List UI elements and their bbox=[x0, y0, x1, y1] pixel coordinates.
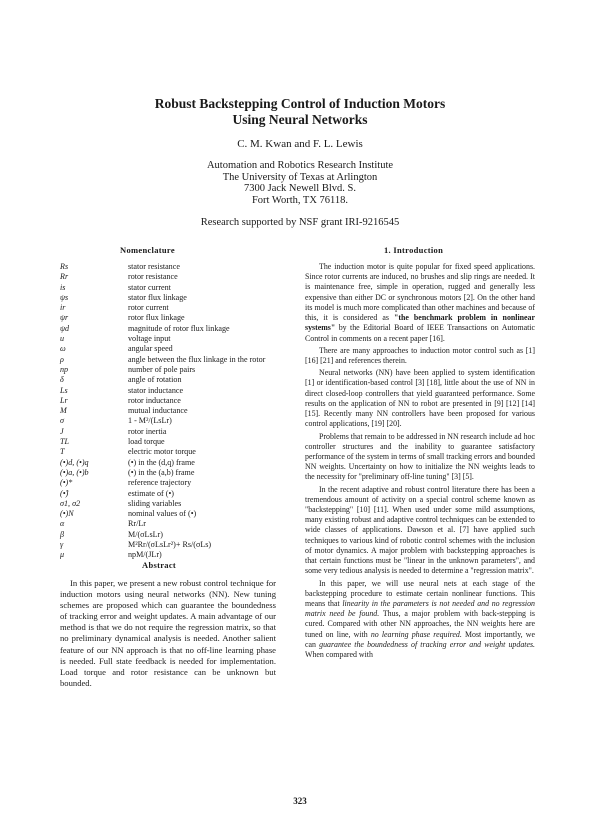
nomenclature-row bbox=[60, 386, 290, 396]
intro-paragraph-1 bbox=[305, 262, 535, 344]
nomenclature-symbol: σ1, σ2 bbox=[60, 498, 81, 508]
nomenclature-definition: angular speed bbox=[128, 344, 173, 354]
nomenclature-row bbox=[60, 468, 290, 478]
page-number: 323 bbox=[293, 796, 307, 806]
nomenclature-row bbox=[60, 447, 290, 457]
nomenclature-symbol: u bbox=[60, 334, 65, 344]
nomenclature-row bbox=[60, 427, 290, 437]
paper-title bbox=[0, 96, 600, 128]
nomenclature-definition: rotor inertia bbox=[128, 426, 167, 436]
emphasis-text: no learning phase required. bbox=[370, 629, 462, 639]
nomenclature-definition: angle of rotation bbox=[128, 375, 182, 385]
nomenclature-symbol: ψr bbox=[60, 313, 69, 323]
nomenclature-definition: rotor inductance bbox=[128, 395, 181, 405]
nomenclature-list bbox=[60, 262, 290, 561]
nomenclature-symbol: np bbox=[60, 364, 69, 374]
nomenclature-row bbox=[60, 344, 290, 354]
nomenclature-symbol: γ bbox=[60, 540, 64, 550]
nomenclature-definition: npM/(JLr) bbox=[128, 550, 162, 560]
nomenclature-symbol: is bbox=[60, 282, 66, 292]
nomenclature-symbol: J bbox=[60, 426, 64, 436]
nomenclature-definition: load torque bbox=[128, 437, 165, 447]
nomenclature-row bbox=[60, 499, 290, 509]
nomenclature-row bbox=[60, 416, 290, 426]
intro-text: In this paper, we will use neural nets at each stage of the backstepping procedure to estimate certain nonlinear functions. This means that bbox=[305, 578, 535, 608]
intro-paragraph-5: In the recent adaptive and robust control literature there has been a tremendous amount of activity on a special control scheme known as "backstepping" [10] [11]. When used under some mild assumptions, many existing robust and adaptive control techniques can be extended to wide classes of applications. Dawson et al. [7] have applied such techniques to various kind of robotic control schemes with the inclusion of motor dynamics. A major problem with backstepping approaches is that certain functions must be "linear in the unknown parameters", and some very tedious analysis is needed to determine a "regression matrix". bbox=[305, 484, 535, 576]
nomenclature-symbol: ψs bbox=[60, 292, 69, 302]
nomenclature-symbol: Lr bbox=[60, 395, 68, 405]
nomenclature-definition: electric motor torque bbox=[128, 447, 196, 457]
emphasis-text: linearity in the parameters is not needed and no regression matrix need be found. bbox=[305, 599, 536, 619]
nomenclature-definition: estimate of (•) bbox=[128, 488, 174, 498]
nomenclature-symbol: ψd bbox=[60, 323, 70, 333]
nomenclature-symbol: (•̂) bbox=[60, 488, 69, 498]
nomenclature-symbol: ir bbox=[60, 303, 66, 313]
title-line-1: Robust Backstepping Control of Induction Motors bbox=[154, 96, 446, 111]
nomenclature-row bbox=[60, 303, 290, 313]
nomenclature-symbol: ρ bbox=[60, 354, 64, 364]
nomenclature-row bbox=[60, 396, 290, 406]
nomenclature-definition: Rr/Lr bbox=[128, 519, 146, 529]
intro-text: When compared with bbox=[305, 650, 373, 660]
nomenclature-symbol: ω bbox=[60, 344, 66, 354]
nomenclature-symbol: δ bbox=[60, 375, 64, 385]
nomenclature-symbol: σ bbox=[60, 416, 64, 426]
nomenclature-definition: magnitude of rotor flux linkage bbox=[128, 323, 230, 333]
nomenclature-definition: (•) in the (a,b) frame bbox=[128, 467, 195, 477]
nomenclature-definition: rotor current bbox=[128, 303, 169, 313]
nomenclature-symbol: Rr bbox=[60, 272, 69, 282]
nomenclature-row bbox=[60, 519, 290, 529]
nomenclature-row bbox=[60, 293, 290, 303]
nomenclature-definition: (•) in the (d,q) frame bbox=[128, 457, 195, 467]
nomenclature-row bbox=[60, 540, 290, 550]
nomenclature-symbol: α bbox=[60, 519, 65, 529]
nomenclature-row bbox=[60, 365, 290, 375]
intro-paragraph-6 bbox=[305, 579, 535, 661]
intro-paragraph-2: There are many approaches to induction motor control such as [1] [16] [21] and references therein. bbox=[305, 345, 535, 365]
nomenclature-definition: M/(σLsLr) bbox=[128, 529, 163, 539]
nomenclature-definition: rotor flux linkage bbox=[128, 313, 185, 323]
nomenclature-symbol: (•)* bbox=[60, 478, 73, 488]
nomenclature-row bbox=[60, 509, 290, 519]
nomenclature-row bbox=[60, 262, 290, 272]
nomenclature-definition: angle between the flux linkage in the rotor bbox=[128, 354, 266, 364]
emphasis-text: guarantee the boundedness of tracking error and weight updates. bbox=[319, 639, 535, 649]
nomenclature-symbol: μ bbox=[60, 550, 65, 560]
nomenclature-row bbox=[60, 272, 290, 282]
intro-text: by the Editorial Board of IEEE Transactions on Automatic Control in comments on a recent paper [16]. bbox=[305, 323, 535, 343]
intro-text: Thus, a major problem with back-stepping is cured. Compared with other NN approaches, the NN weights here are tuned on line, with bbox=[305, 609, 535, 639]
nomenclature-symbol: TL bbox=[60, 437, 70, 447]
nomenclature-row bbox=[60, 334, 290, 344]
abstract-body bbox=[60, 578, 276, 689]
nomenclature-definition: mutual inductance bbox=[128, 406, 188, 416]
nomenclature-symbol: Rs bbox=[60, 262, 69, 271]
introduction-body bbox=[305, 262, 535, 662]
nomenclature-row bbox=[60, 478, 290, 488]
affiliation-line: The University of Texas at Arlington bbox=[222, 171, 378, 183]
nomenclature-symbol: (•)a, (•)b bbox=[60, 467, 89, 477]
abstract-heading: Abstract bbox=[142, 560, 177, 570]
introduction-heading: 1. Introduction bbox=[384, 245, 444, 255]
nomenclature-row bbox=[60, 324, 290, 334]
nomenclature-definition: 1 - M²/(LsLr) bbox=[128, 416, 172, 426]
nomenclature-definition: M²Rr/(σLsLr²)+ Rs/(σLs) bbox=[128, 540, 212, 550]
nomenclature-heading: Nomenclature bbox=[120, 245, 175, 255]
title-line-2: Using Neural Networks bbox=[232, 112, 368, 127]
nomenclature-row bbox=[60, 355, 290, 365]
affiliation-line: Automation and Robotics Research Institute bbox=[206, 160, 394, 171]
abstract-paragraph: In this paper, we present a new robust control technique for induction motors using neural networks (NN). New tuning schemes are proposed which can guarantee the boundedness of tracking error and weight updates. A main advantage of our method is that we do not require the regression matrix, so that no preliminary dynamical analysis is needed. Another salient feature of our NN approach is that no off-line learning phase is needed. Full state feedback is needed for implementation. Load torque and rotor resistance can be unknown but bounded. bbox=[60, 578, 276, 688]
nomenclature-definition: stator flux linkage bbox=[128, 292, 187, 302]
nomenclature-row bbox=[60, 283, 290, 293]
intro-text: The induction motor is quite popular for fixed speed applications. Since rotor currents are induced, no brushes and slip rings are needed. It is maintenance free, simple in operation, rugged and generally less expensive than either DC or synchronous motors [2]. On the other hand its model is much more complicated than other machines and because of this, it is considered as bbox=[305, 262, 535, 323]
nomenclature-row bbox=[60, 313, 290, 323]
nomenclature-row bbox=[60, 458, 290, 468]
funding-note: Research supported by NSF grant IRI-9216545 bbox=[200, 217, 400, 228]
nomenclature-row bbox=[60, 375, 290, 385]
nomenclature-definition: stator resistance bbox=[128, 262, 180, 271]
nomenclature-symbol: β bbox=[60, 529, 65, 539]
nomenclature-definition: stator inductance bbox=[128, 385, 184, 395]
nomenclature-symbol: Ls bbox=[60, 385, 68, 395]
nomenclature-definition: voltage input bbox=[128, 334, 171, 344]
intro-text: Most importantly, we can bbox=[305, 629, 535, 649]
nomenclature-definition: nominal values of (•) bbox=[128, 509, 197, 519]
nomenclature-row bbox=[60, 437, 290, 447]
intro-paragraph-3: Neural networks (NN) have been applied to system identification [1] or identification-based control [3] [18], little about the use of NN in direct closed-loop controllers that yield guaranteed performance. Some results on the application of NN to robot are presented in [9] [12] [14] [15]. Recently many NN controllers have been proposed for various control applications, [19] [20]. bbox=[305, 368, 535, 429]
nomenclature-symbol: (•)d, (•)q bbox=[60, 457, 89, 467]
intro-paragraph-4: Problems that remain to be addressed in NN research include ad hoc controller structures and the inability to guarantee satisfactory performance of the system in terms of small tracking errors and bounded NN weights. Uncertainty on how to initialize the NN weights leads to the necessity for "preliminary off-line tuning" [3] [5]. bbox=[305, 431, 535, 482]
authors: C. M. Kwan and F. L. Lewis bbox=[237, 138, 363, 150]
nomenclature-definition: reference trajectory bbox=[128, 478, 192, 488]
nomenclature-row bbox=[60, 406, 290, 416]
nomenclature-definition: sliding variables bbox=[128, 498, 182, 508]
nomenclature-definition: stator current bbox=[128, 282, 171, 292]
nomenclature-symbol: (•)N bbox=[60, 509, 74, 519]
affiliation-line: 7300 Jack Newell Blvd. S. bbox=[244, 183, 356, 195]
nomenclature-row bbox=[60, 489, 290, 499]
nomenclature-definition: rotor resistance bbox=[128, 272, 178, 282]
nomenclature-definition: number of pole pairs bbox=[128, 364, 196, 374]
affiliation-line: Fort Worth, TX 76118. bbox=[251, 194, 349, 206]
nomenclature-symbol: T bbox=[60, 447, 65, 457]
nomenclature-row bbox=[60, 530, 290, 540]
nomenclature-symbol: M bbox=[60, 406, 67, 416]
affiliation bbox=[0, 160, 600, 206]
benchmark-phrase: "the benchmark problem in nonlinear systems" bbox=[305, 313, 535, 333]
